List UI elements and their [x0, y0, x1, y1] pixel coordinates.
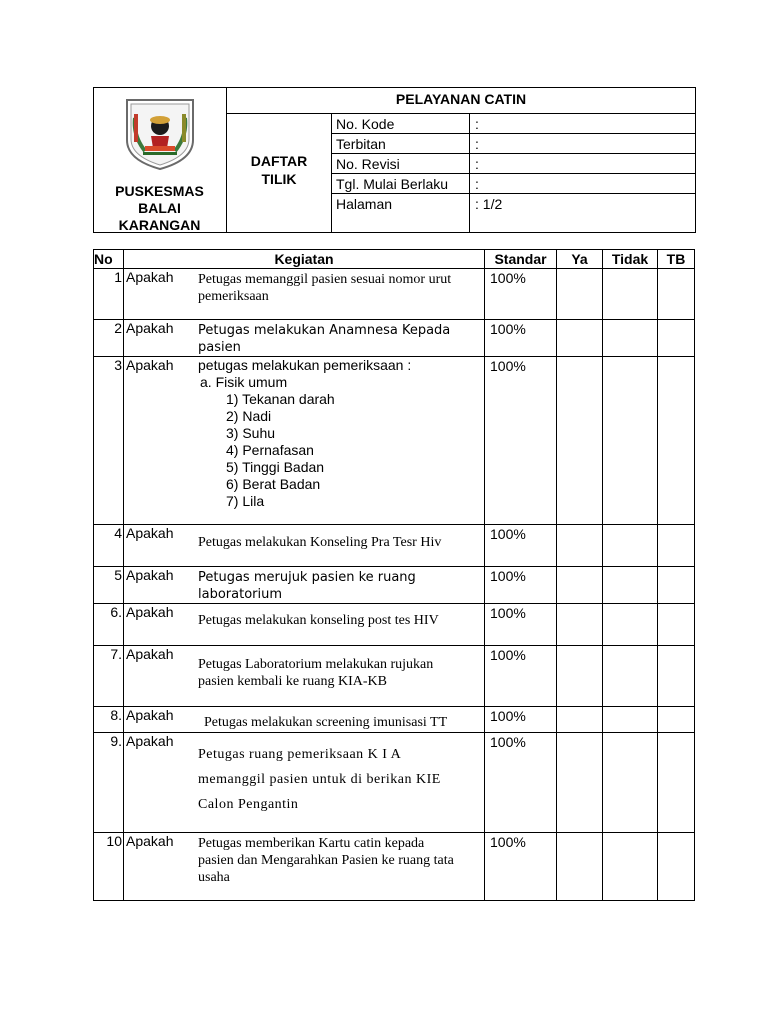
list-item: 2) Nadi — [226, 408, 272, 424]
row-standar: 100% — [485, 525, 557, 567]
row-prefix: Apakah — [126, 604, 174, 620]
row-standar: 100% — [485, 269, 557, 320]
table-row — [94, 707, 695, 733]
check-tidak[interactable] — [603, 604, 658, 646]
table-header-row — [94, 250, 695, 269]
row-kegiatan — [124, 567, 485, 604]
check-tb[interactable] — [658, 525, 695, 567]
check-tb[interactable] — [658, 733, 695, 833]
field-label-halaman: Halaman — [336, 196, 393, 212]
check-ya[interactable] — [557, 733, 603, 833]
col-header-tidak: Tidak — [603, 250, 658, 269]
row-text-line2: memanggil pasien untuk di berikan KIE — [198, 772, 441, 787]
document-type-line2: TILIK — [261, 171, 297, 187]
document-type-line1: DAFTAR — [250, 153, 308, 169]
header-border-right — [695, 87, 696, 233]
table-row — [94, 357, 695, 525]
row-text: Petugas melakukan Konseling Pra Tesr Hiv — [198, 535, 442, 550]
table-row — [94, 604, 695, 646]
field-labels — [336, 114, 448, 214]
row-number: 5 — [94, 567, 124, 604]
list-item: 6) Berat Badan — [226, 476, 321, 492]
row-standar: 100% — [485, 567, 557, 604]
document-type — [227, 152, 331, 188]
row-kegiatan — [124, 604, 485, 646]
check-tb[interactable] — [658, 269, 695, 320]
check-tb[interactable] — [658, 320, 695, 357]
row-prefix: Apakah — [126, 707, 174, 723]
check-tb[interactable] — [658, 833, 695, 901]
row-kegiatan — [124, 525, 485, 567]
check-tb[interactable] — [658, 357, 695, 525]
org-name-line1: PUSKESMAS — [115, 183, 204, 199]
check-tidak[interactable] — [603, 646, 658, 707]
row-sublist — [198, 391, 484, 510]
field-value-tgl: : — [475, 176, 479, 192]
row-number: 7. — [94, 646, 124, 707]
row-number: 4 — [94, 525, 124, 567]
header-border-top — [93, 87, 696, 88]
row-kegiatan — [124, 733, 485, 833]
org-name — [93, 183, 226, 234]
row-standar: 100% — [485, 733, 557, 833]
row-number: 6. — [94, 604, 124, 646]
org-name-line2: BALAI — [138, 200, 181, 216]
check-tb[interactable] — [658, 646, 695, 707]
row-prefix: Apakah — [126, 833, 174, 849]
check-tidak[interactable] — [603, 733, 658, 833]
row-number: 3 — [94, 357, 124, 525]
check-ya[interactable] — [557, 320, 603, 357]
row-number: 1 — [94, 269, 124, 320]
table-row — [94, 269, 695, 320]
row-text: Petugas memanggil pasien sesuai nomor urut pemeriksaan — [198, 272, 452, 304]
table-row — [94, 525, 695, 567]
check-tb[interactable] — [658, 707, 695, 733]
col-header-no: No — [94, 250, 124, 269]
col-header-kegiatan: Kegiatan — [124, 250, 485, 269]
field-value-terbitan: : — [475, 136, 479, 152]
check-tidak[interactable] — [603, 567, 658, 604]
check-tidak[interactable] — [603, 320, 658, 357]
row-kegiatan — [124, 320, 485, 357]
row-prefix: Apakah — [126, 525, 174, 541]
row-number: 9. — [94, 733, 124, 833]
check-ya[interactable] — [557, 707, 603, 733]
field-label-terbitan: Terbitan — [336, 136, 386, 152]
document-title: PELAYANAN CATIN — [395, 91, 527, 107]
col-header-tb: TB — [658, 250, 695, 269]
check-ya[interactable] — [557, 604, 603, 646]
check-tidak[interactable] — [603, 357, 658, 525]
row-number: 8. — [94, 707, 124, 733]
table-row — [94, 833, 695, 901]
check-tb[interactable] — [658, 567, 695, 604]
row-standar: 100% — [485, 320, 557, 357]
row-prefix: Apakah — [126, 567, 174, 583]
row-kegiatan — [124, 707, 485, 733]
check-ya[interactable] — [557, 269, 603, 320]
puskesmas-logo — [121, 96, 199, 172]
row-text-line1: Petugas ruang pemeriksaan K I A — [198, 747, 402, 762]
header-title-divider — [226, 113, 696, 114]
field-value-halaman: : 1/2 — [475, 196, 503, 212]
row-number: 10 — [94, 833, 124, 901]
row-text-block — [198, 733, 484, 817]
row-number: 2 — [94, 320, 124, 357]
check-ya[interactable] — [557, 646, 603, 707]
field-value-revisi: : — [475, 156, 479, 172]
row-prefix: Apakah — [126, 733, 174, 749]
check-tidak[interactable] — [603, 833, 658, 901]
row-text: Petugas melakukan Anamnesa Kepada pasien — [198, 323, 451, 355]
row-prefix: Apakah — [126, 320, 174, 336]
field-label-revisi: No. Revisi — [336, 156, 400, 172]
field-value-kode: : — [475, 116, 479, 132]
row-prefix: Apakah — [126, 357, 174, 373]
row-subheading: a. Fisik umum — [200, 374, 288, 390]
row-standar: 100% — [485, 604, 557, 646]
list-item: 4) Pernafasan — [226, 442, 314, 458]
table-row — [94, 320, 695, 357]
col-header-standar: Standar — [485, 250, 557, 269]
row-kegiatan — [124, 269, 485, 320]
check-tidak[interactable] — [603, 269, 658, 320]
list-item: 3) Suhu — [226, 425, 276, 441]
row-text: Petugas melakukan screening imunisasi TT — [204, 715, 448, 730]
table-row — [94, 733, 695, 833]
org-name-line3: KARANGAN — [118, 217, 201, 233]
field-label-tgl: Tgl. Mulai Berlaku — [336, 176, 449, 192]
row-standar: 100% — [485, 646, 557, 707]
check-ya[interactable] — [557, 567, 603, 604]
row-text-line3: Calon Pengantin — [198, 797, 299, 812]
row-prefix: Apakah — [126, 646, 174, 662]
row-kegiatan — [124, 833, 485, 901]
row-text: petugas melakukan pemeriksaan : — [198, 357, 412, 373]
row-text: Petugas memberikan Kartu catin kepada pasien dan Mengarahkan Pasien ke ruang tata usaha — [198, 836, 454, 885]
document-header — [93, 87, 696, 233]
field-values — [475, 114, 502, 214]
row-standar: 100% — [485, 833, 557, 901]
row-text: Petugas melakukan konseling post tes HIV — [198, 613, 439, 628]
check-tb[interactable] — [658, 604, 695, 646]
check-tidak[interactable] — [603, 525, 658, 567]
row-kegiatan — [124, 357, 485, 525]
table-row — [94, 567, 695, 604]
col-header-ya: Ya — [557, 250, 603, 269]
check-ya[interactable] — [557, 833, 603, 901]
check-ya[interactable] — [557, 525, 603, 567]
field-label-kode: No. Kode — [336, 116, 395, 132]
check-ya[interactable] — [557, 357, 603, 525]
row-text-block — [198, 357, 484, 510]
list-item: 1) Tekanan darah — [226, 391, 335, 407]
list-item: 7) Lila — [226, 493, 265, 509]
row-text: Petugas Laboratorium melakukan rujukan pasien kembali ke ruang KIA-KB — [198, 657, 434, 689]
row-text: Petugas merujuk pasien ke ruang laboratorium — [198, 570, 416, 602]
list-item: 5) Tinggi Badan — [226, 459, 325, 475]
table-row — [94, 646, 695, 707]
check-tidak[interactable] — [603, 707, 658, 733]
row-kegiatan — [124, 646, 485, 707]
checklist-table — [93, 249, 695, 901]
row-standar: 100% — [485, 357, 557, 525]
row-prefix: Apakah — [126, 269, 174, 285]
row-standar: 100% — [485, 707, 557, 733]
